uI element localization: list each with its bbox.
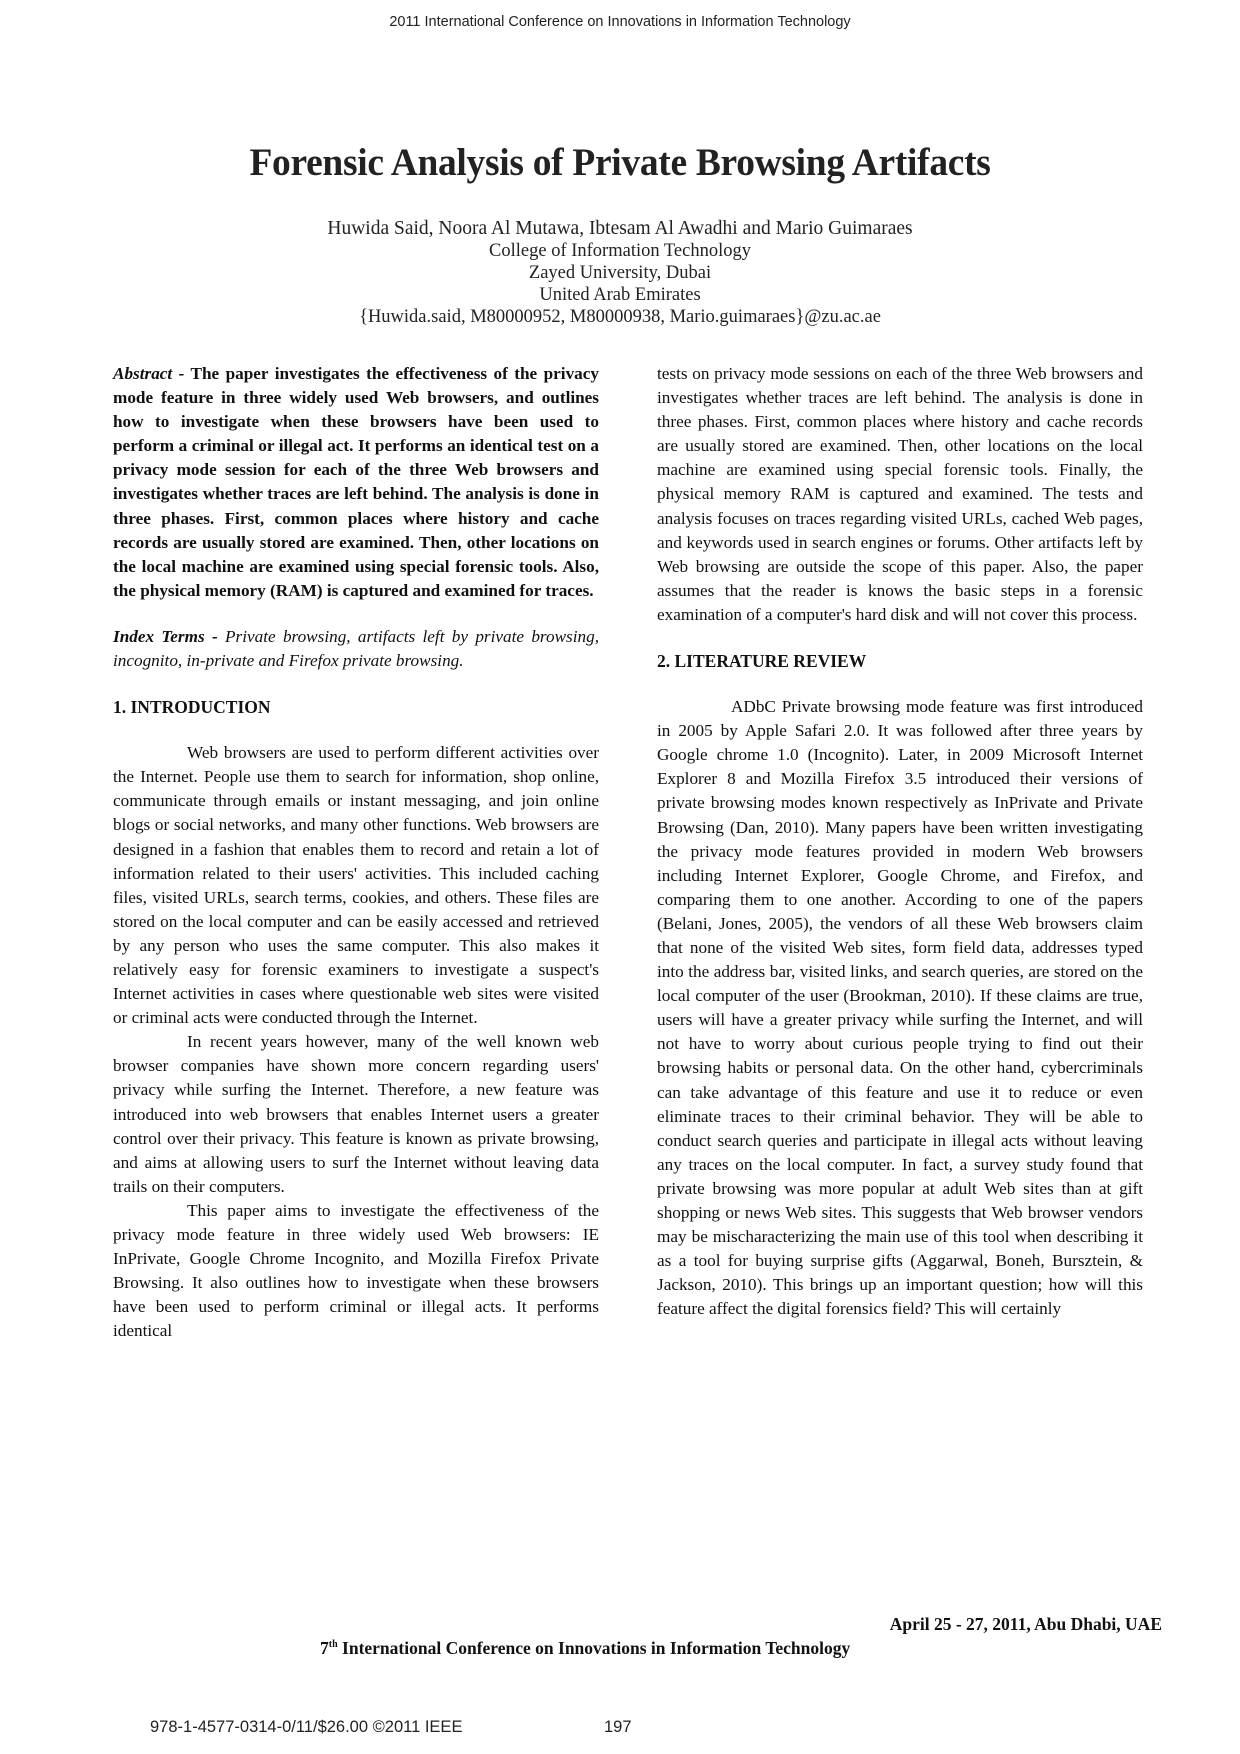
- running-head: 2011 International Conference on Innovations in Information Technology: [389, 14, 851, 30]
- abstract-text: The paper investigates the effectiveness of the privacy mode feature in three widely used Web browsers, and outlines how to investigate when these browsers have been used to perform a criminal or illegal act. It performs an identical test on a privacy mode session for each of the three Web browsers and investigates whether traces are left behind. The analysis is done in three phases. First, common places where history and cache records are usually stored are examined. Then, other locations on the local machine are examined using special forensic tools. Also, the physical memory (RAM) is captured and examined for traces.: [113, 364, 599, 600]
- page-number: 197: [604, 1718, 632, 1736]
- affiliation-university: Zayed University, Dubai: [528, 263, 712, 283]
- body-paragraph: ADbC Private browsing mode feature was first introduced in 2005 by Apple Safari 2.0. It was followed after three years by Google chrome 1.0 (Incognito). Later, in 2009 Microsoft Internet Explorer 8 and Mozilla Firefox 3.5 introduced their versions of private browsing modes known respectively as InPrivate and Private Browsing (Dan, 2010). Many papers have been written investigating the privacy mode features provided in modern Web browsers including Internet Explorer, Google Chrome, and Firefox, and comparing them to one another. According to one of the papers (Belani, Jones, 2005), the vendors of all these Web browsers claim that none of the visited Web sites, form field data, addresses typed into the address bar, visited links, and search queries, are stored on the local computer of the user (Brookman, 2010). If these claims are true, users will have a greater privacy while surfing the Internet, and will not have to worry about curious people trying to find out their browsing habits or personal data. On the other hand, cybercriminals can take advantage of this feature and use it to reduce or even eliminate traces to their criminal behavior. They will be able to conduct search queries and participate in illegal acts without leaving any traces on the local computer. In fact, a survey study found that private browsing was more popular at adult Web sites than at gift shopping or news Web sites. This suggests that Web browser vendors may be mischaracterizing the main use of this tool when describing it as a tool for buying surprise gifts (Aggarwal, Boneh, Bursztein, & Jackson, 2010). This brings up an important question; how will this feature affect the digital forensics field? This will certainly: [657, 697, 1143, 1319]
- affiliation-college: College of Information Technology: [489, 241, 751, 261]
- section-heading-literature-review: 2. LITERATURE REVIEW: [657, 651, 867, 672]
- conference-ordinal-suffix: th: [328, 1639, 338, 1651]
- author-block: [0, 218, 1240, 328]
- index-terms-label: Index Terms -: [113, 626, 218, 646]
- conference-name: International Conference on Innovations in Information Technology: [337, 1638, 851, 1658]
- conference-date-location: April 25 - 27, 2011, Abu Dhabi, UAE: [889, 1614, 1162, 1634]
- index-terms-text: Private browsing, artifacts left by private browsing, incognito, in-private and Firefox private browsing.: [113, 626, 599, 671]
- index-terms: [113, 625, 599, 673]
- body-paragraph: This paper aims to investigate the effectiveness of the privacy mode feature in three widely used Web browsers: IE InPrivate, Google Chrome Incognito, and Mozilla Firefox Private Browsing. It also outlines how to investigate when these browsers have been used to perform criminal or illegal acts. It performs identical: [113, 1200, 599, 1341]
- conference-name-footer: [320, 1638, 850, 1659]
- body-paragraph-continued: tests on privacy mode sessions on each of the three Web browsers and investigates whether traces are left behind. The analysis is done in three phases. First, common places where history and cache records are usually stored are examined. Then, other locations on the local machine are examined using special forensic tools. Finally, the physical memory RAM is captured and examined. The tests and analysis focuses on traces regarding visited URLs, cached Web pages, and keywords used in search engines or forums. Other artifacts left by Web browsing are outside the scope of this paper. Also, the paper assumes that the reader is knows the basic steps in a forensic examination of a computer's hard disk and will not cover this process.: [657, 364, 1143, 624]
- left-column: [113, 362, 599, 1343]
- body-paragraph: Web browsers are used to perform different activities over the Internet. People use them to search for information, shop online, communicate through emails or instant messaging, and join online blogs or social networks, and many other functions. Web browsers are designed in a fashion that enables them to record and retain a lot of information related to their users' activities. This included caching files, visited URLs, search terms, cookies, and others. These files are stored on the local computer and can be easily accessed and retrieved by any person who uses the same computer. This also makes it relatively easy for forensic examiners to investigate a suspect's Internet activities in cases where questionable web sites were visited or criminal acts were conducted through the Internet.: [113, 743, 599, 1028]
- author-emails: {Huwida.said, M80000952, M80000938, Mario.guimaraes}@zu.ac.ae: [359, 307, 881, 327]
- paper-title: Forensic Analysis of Private Browsing Artifacts: [249, 141, 991, 184]
- abstract-label: Abstract -: [113, 364, 185, 383]
- abstract: [113, 362, 599, 603]
- affiliation-country: United Arab Emirates: [539, 285, 701, 305]
- isbn-copyright: 978-1-4577-0314-0/11/$26.00 ©2011 IEEE: [150, 1718, 463, 1736]
- conference-ordinal: 7: [320, 1638, 329, 1658]
- right-column: [657, 362, 1143, 1321]
- body-paragraph: In recent years however, many of the well known web browser companies have shown more concern regarding users' privacy while surfing the Internet. Therefore, a new feature was introduced into web browsers that enables Internet users a greater control over their privacy. This feature is known as private browsing, and aims at allowing users to surf the Internet without leaving data trails on their computers.: [113, 1032, 599, 1196]
- author-names: Huwida Said, Noora Al Mutawa, Ibtesam Al Awadhi and Mario Guimaraes: [327, 218, 913, 239]
- section-heading-introduction: 1. INTRODUCTION: [113, 697, 271, 718]
